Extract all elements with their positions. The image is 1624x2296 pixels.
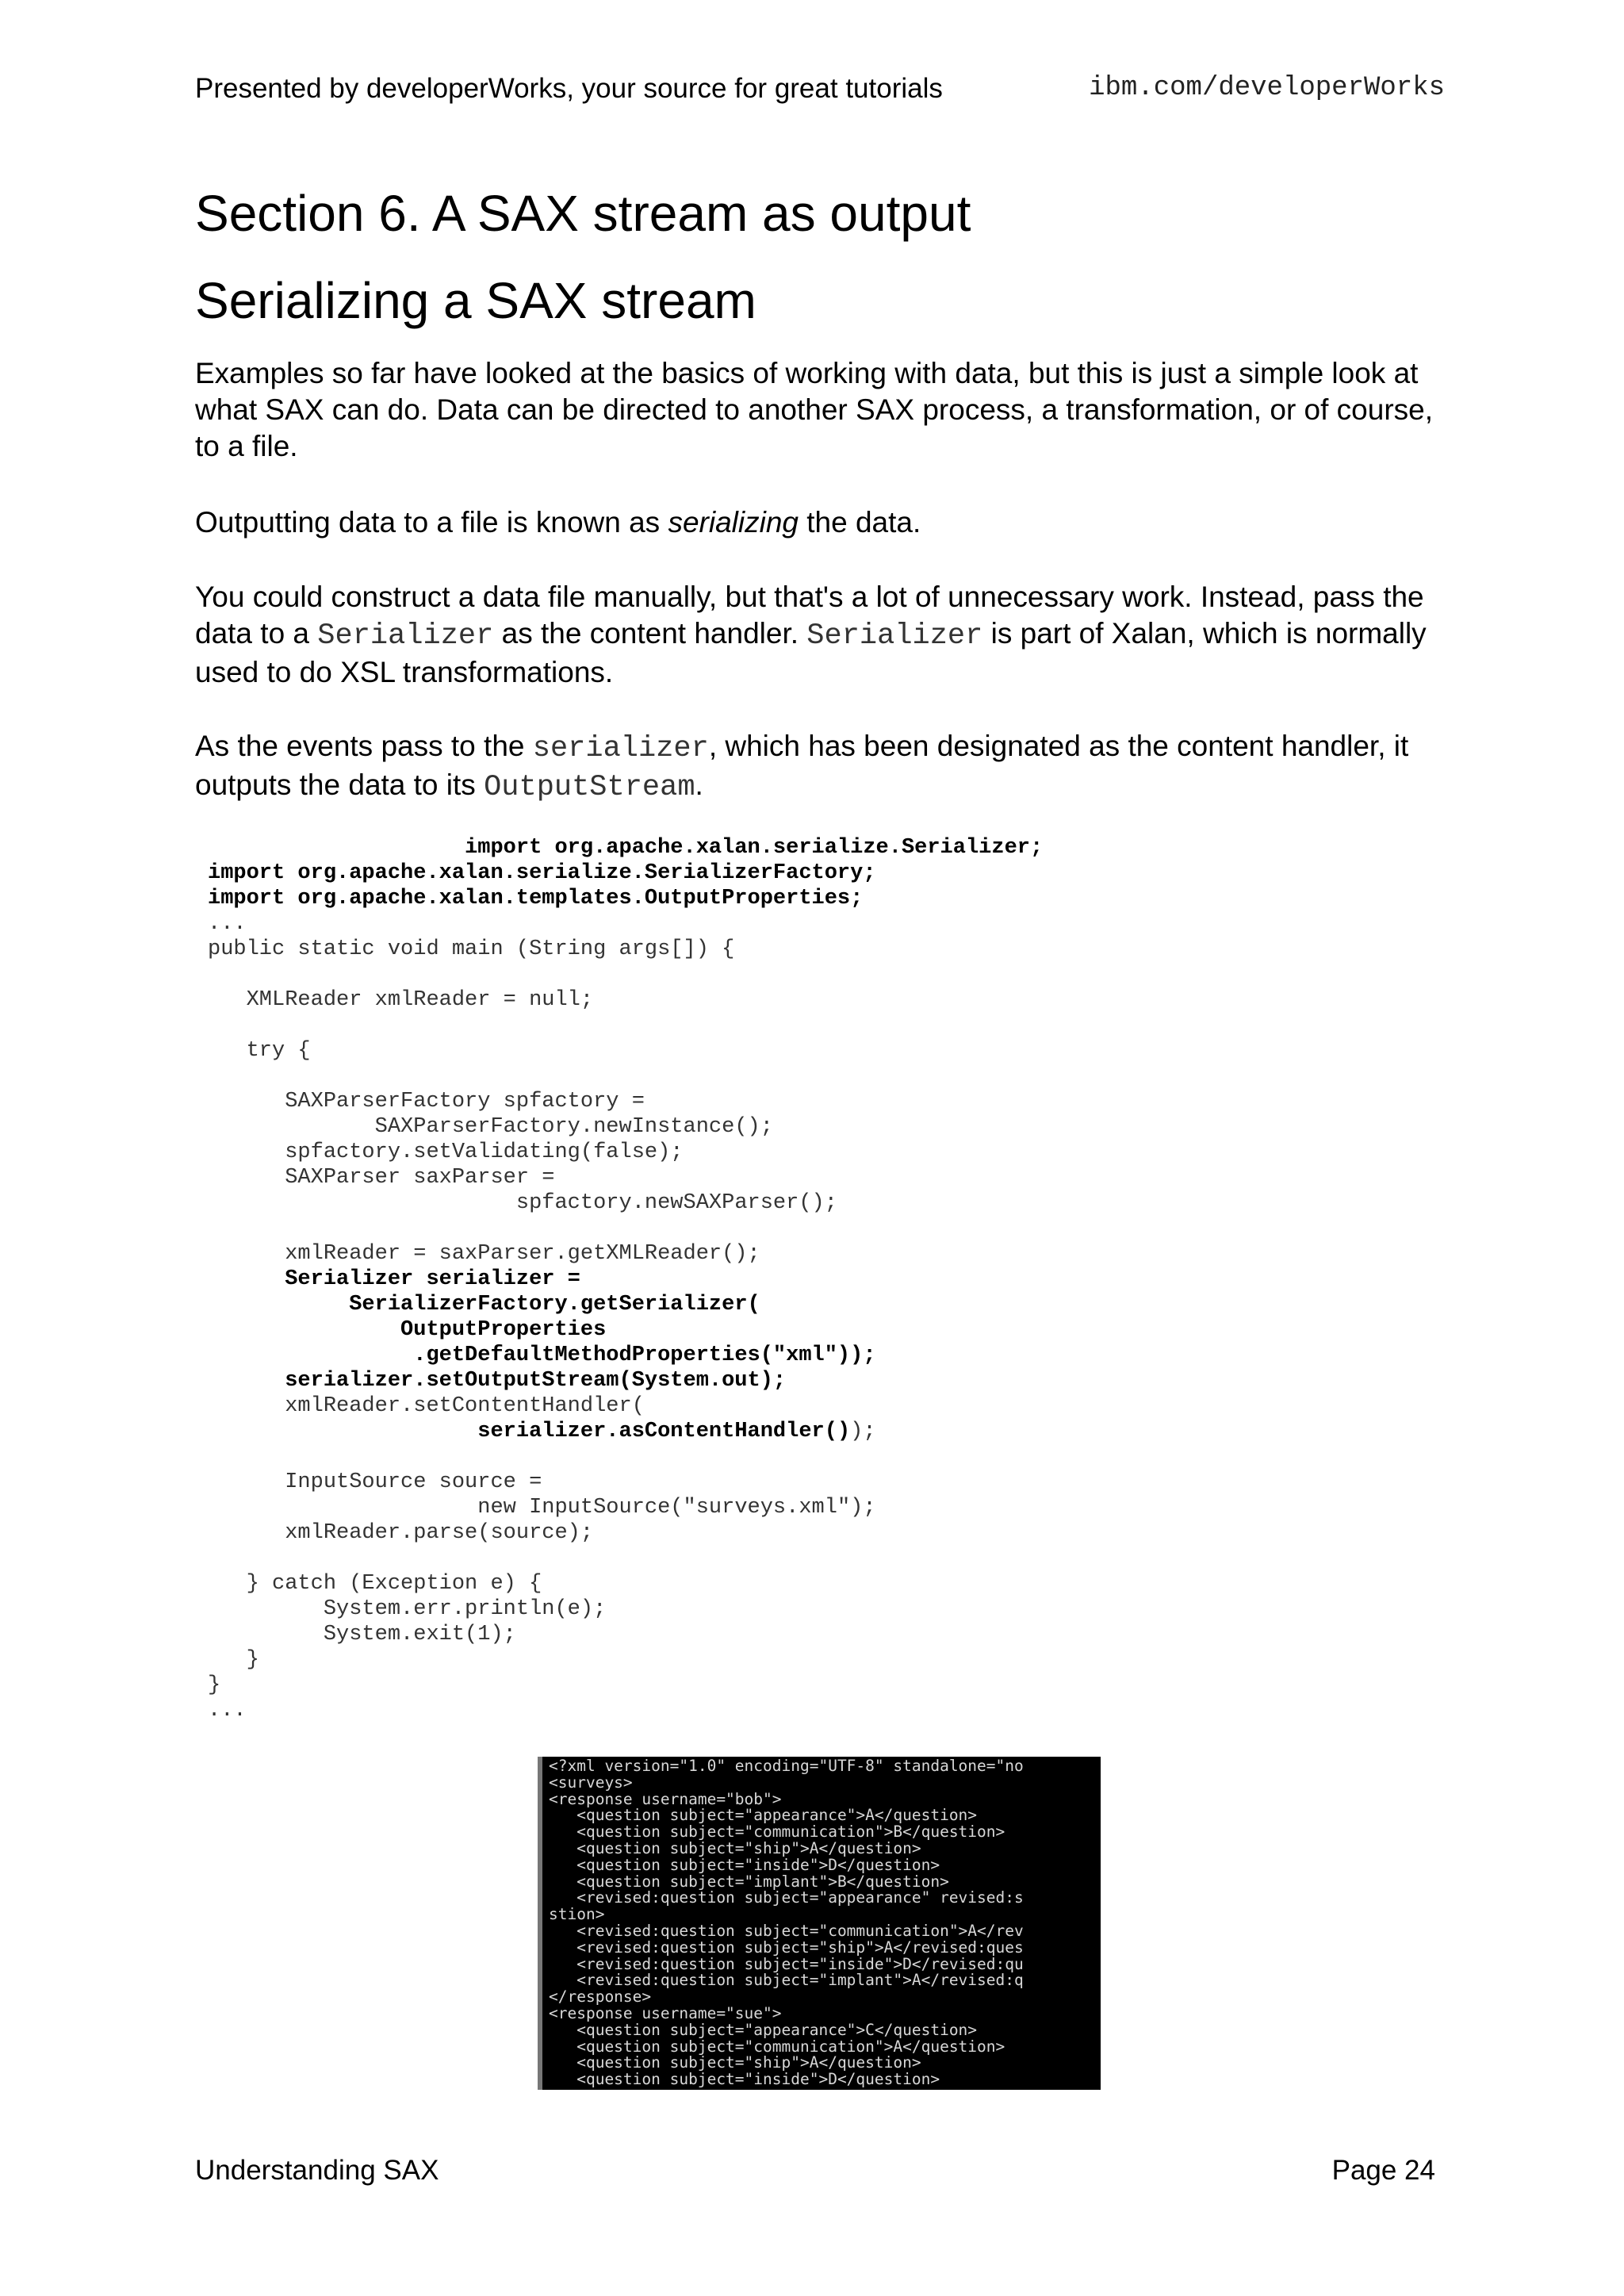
paragraph-intro: Examples so far have looked at the basics of working with data, but this is just a simple look at what SAX can do. Data can be directed to another SAX process, a transformation, or of course, to a file. [195, 357, 1434, 462]
console-text [542, 1757, 1101, 2088]
console-line: <question subject="inside">D</question> [549, 2070, 940, 2089]
code-line: SAXParser saxParser = [285, 1166, 555, 1190]
console-line: <revised:question subject="inside">D</revised:qu [549, 1954, 1024, 1973]
console-line: <question subject="implant">B</question> [549, 1872, 949, 1891]
code-line: try { [246, 1039, 311, 1063]
text: You could construct a data file manually, but that's a lot of unnecessary work. Instead, pass the data to a [195, 581, 1424, 650]
console-line: <surveys> [549, 1773, 633, 1792]
code-line: System.err.println(e); [323, 1597, 607, 1621]
code-line: spfactory.newSAXParser(); [515, 1191, 837, 1215]
code-line: SerializerFactory.getSerializer( [349, 1293, 760, 1317]
footer-page-number: Page 24 [1331, 2155, 1435, 2186]
text: as the content handler. [493, 617, 807, 650]
inline-code: OutputStream [484, 771, 695, 804]
console-line: <revised:question subject="communication">A</rev [549, 1921, 1024, 1940]
text: the data. [798, 506, 921, 539]
text: Outputting data to a file is known as [195, 506, 668, 539]
code-line: SAXParserFactory spfactory = [285, 1090, 645, 1114]
console-line: <question subject="inside">D</question> [549, 1855, 940, 1874]
console-line: <question subject="ship">A</question> [549, 2053, 921, 2072]
header-left: Presented by developerWorks, your source for great tutorials [195, 73, 943, 104]
code-line: } [208, 1673, 221, 1697]
text: , which has been designated as the content handler, it outputs the data to its [195, 730, 1409, 801]
inline-code: Serializer [317, 619, 494, 653]
code-line: spfactory.setValidating(false); [285, 1140, 684, 1164]
console-output-screenshot [538, 1757, 1101, 2090]
text: . [695, 769, 703, 801]
code-line: public static void main (String args[]) { [208, 937, 735, 961]
code-line: xmlReader.setContentHandler( [285, 1394, 645, 1418]
code-line: .getDefaultMethodProperties("xml")); [413, 1343, 876, 1367]
console-line: <question subject="ship">A</question> [549, 1838, 921, 1857]
emphasis: serializing [668, 506, 799, 539]
subsection-title: Serializing a SAX stream [195, 272, 756, 329]
code-line: import org.apache.xalan.serialize.SerializerFactory; [208, 861, 876, 885]
inline-code: Serializer [806, 619, 983, 653]
paragraph-events [195, 728, 1440, 806]
paragraph-serializer [195, 579, 1440, 691]
text: is part of Xalan, which is normally used to do XSL transformations. [195, 617, 1427, 688]
code-line: ... [208, 1699, 247, 1723]
code-line: InputSource source = [285, 1470, 542, 1494]
code-line: OutputProperties [400, 1318, 607, 1342]
console-line: <question subject="communication">B</question> [549, 1823, 1005, 1842]
console-line: <question subject="communication">A</question> [549, 2037, 1005, 2056]
code-line: SAXParserFactory.newInstance(); [374, 1115, 773, 1139]
code-line: serializer.setOutputStream(System.out); [285, 1369, 787, 1393]
code-line: Serializer serializer = [285, 1267, 580, 1291]
console-line: <question subject="appearance">C</question> [549, 2020, 978, 2039]
console-line: <revised:question subject="implant">A</revised:q [549, 1971, 1024, 1990]
code-line: new InputSource("surveys.xml"); [477, 1496, 876, 1520]
section-title: Section 6. A SAX stream as output [195, 185, 971, 242]
console-line: <revised:question subject="appearance" revised:s [549, 1888, 1024, 1907]
code-line: serializer.asContentHandler() [477, 1420, 851, 1443]
header-right: ibm.com/developerWorks [1089, 73, 1445, 103]
console-line: <response username="bob"> [549, 1789, 782, 1808]
console-line: <question subject="appearance">A</question> [549, 1806, 978, 1825]
code-line: ... [208, 912, 247, 936]
console-line: stion> [549, 1905, 605, 1924]
code-line: ); [850, 1420, 876, 1443]
console-line: <response username="sue"> [549, 2003, 782, 2022]
code-line: import org.apache.xalan.serialize.Serializer; [465, 836, 1044, 860]
code-line: xmlReader = saxParser.getXMLReader(); [285, 1242, 760, 1266]
code-line: import org.apache.xalan.templates.OutputProperties; [208, 887, 864, 910]
code-line: } [246, 1648, 259, 1672]
inline-code: serializer [532, 732, 709, 765]
paragraph-serializing [195, 504, 1440, 541]
code-line: } catch (Exception e) { [246, 1572, 542, 1596]
text: As the events pass to the [195, 730, 533, 762]
code-line: xmlReader.parse(source); [285, 1521, 594, 1545]
console-line: </response> [549, 1987, 652, 2007]
code-line: XMLReader xmlReader = null; [246, 988, 594, 1012]
code-line: System.exit(1); [323, 1623, 516, 1646]
code-listing [208, 835, 1043, 1723]
console-line: <?xml version="1.0" encoding="UTF-8" standalone="no [549, 1757, 1024, 1775]
console-line: <revised:question subject="ship">A</revised:ques [549, 1938, 1024, 1957]
footer-left: Understanding SAX [195, 2155, 439, 2186]
